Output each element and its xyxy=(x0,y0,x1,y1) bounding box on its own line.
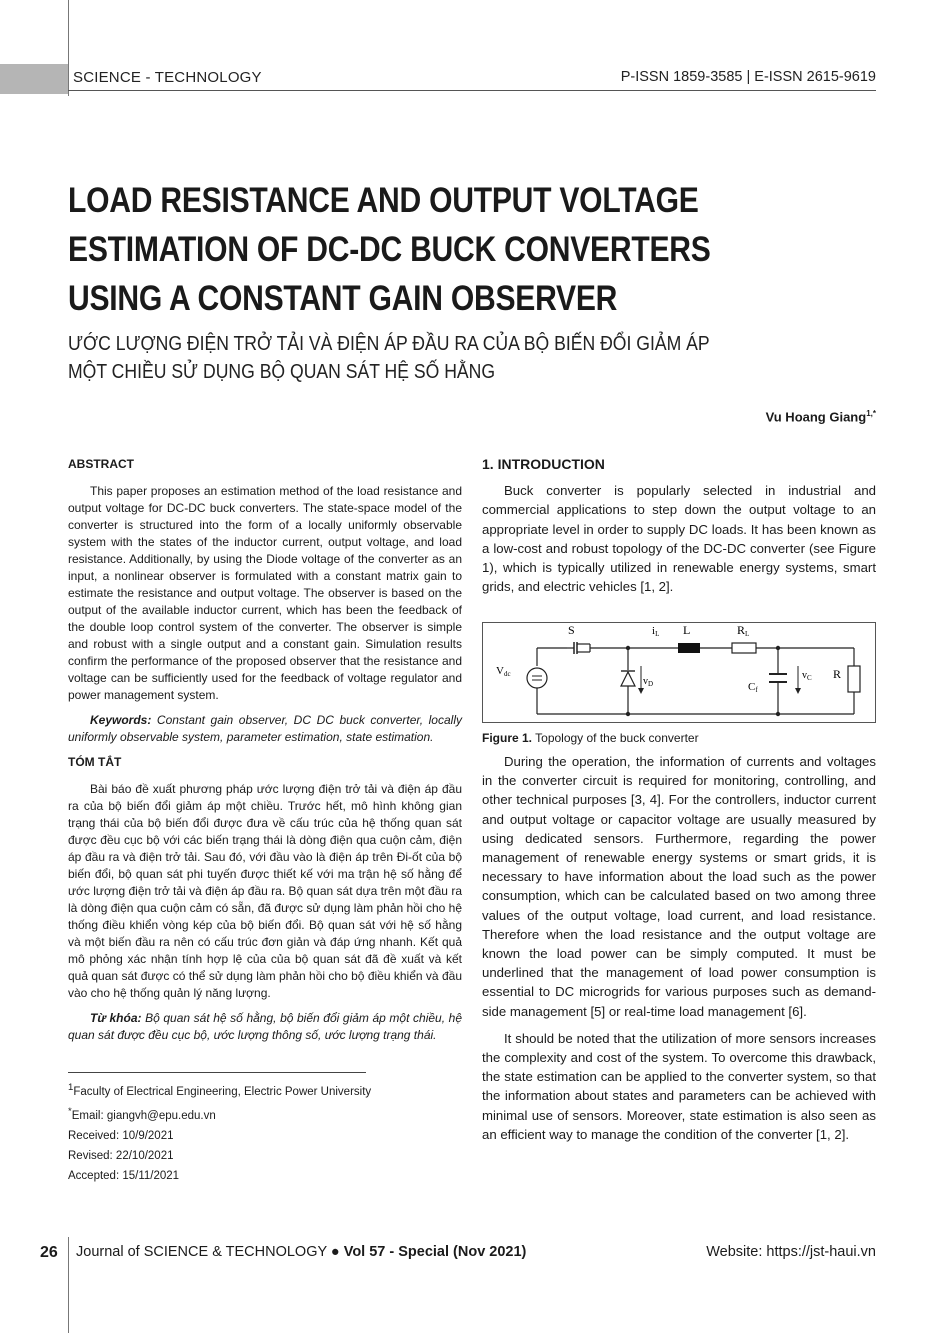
footnote-accepted: Accepted: 15/11/2021 xyxy=(68,1169,180,1182)
abstract-heading: ABSTRACT xyxy=(68,457,134,471)
label-vc: $v_C$ xyxy=(802,670,812,682)
resistor-rl-symbol xyxy=(732,643,756,653)
website: Website: https://jst-haui.vn xyxy=(706,1244,876,1260)
right-column-top xyxy=(482,455,876,604)
footnote-affiliation: $^1$Faculty of Electrical Engineering, Electric Power University xyxy=(68,1082,372,1098)
author-affiliation-mark: 1,* xyxy=(866,409,876,418)
tukhoa-text: Bộ quan sát hệ số hằng, bộ biến đổi giảm áp một chiều, hệ quan sát được đều cục bộ, ước lượng thông số, ước lượng trạng thái. xyxy=(68,1011,462,1042)
paper-subtitle-vn: ƯỚC LƯỢNG ĐIỆN TRỞ TẢI VÀ ĐIỆN ÁP ĐẦU RA CỦA BỘ BIẾN ĐỔI GIẢM ÁP MỘT CHIỀU SỬ DỤNG BỘ QUAN SÁT HỆ SỐ HẰNG xyxy=(68,333,710,383)
intro-paragraph-1: Buck converter is popularly selected in industrial and commercial applications to step down the output voltage to an appropriate level in order to supply DC loads. It has been known as a low-cost and robust topology of the DC-DC converter (see Figure 1), which is typically utilized in renewable energy systems, smart grids, and electric vehicles [1, 2]. xyxy=(482,483,876,595)
keywords-text: Constant gain observer, DC DC buck converter, locally uniformly observable system, parameter estimation, state estimation. xyxy=(68,713,462,744)
switch-symbol xyxy=(567,642,590,654)
label-s: S xyxy=(568,623,575,637)
label-vd: $v_D$ xyxy=(643,676,654,688)
journal-info xyxy=(76,1244,526,1260)
header-rule xyxy=(68,90,876,91)
footnote-received: Received: 10/9/2021 xyxy=(68,1129,174,1142)
footnotes xyxy=(68,1078,371,1186)
load-resistor-symbol xyxy=(848,666,860,692)
header-band xyxy=(0,64,68,94)
left-column xyxy=(68,456,462,1052)
bullet: ● xyxy=(330,1244,340,1260)
page-number: 26 xyxy=(40,1244,58,1261)
header-divider-vertical xyxy=(68,0,69,96)
diode-symbol xyxy=(621,671,635,686)
inductor-symbol xyxy=(678,643,700,653)
label-il: iL xyxy=(652,625,660,638)
buck-converter-circuit xyxy=(482,622,876,723)
footnote-revised: Revised: 22/10/2021 xyxy=(68,1149,174,1162)
label-r: R xyxy=(833,667,842,681)
journal-issue: Vol 57 - Special (Nov 2021) xyxy=(343,1244,527,1260)
tomtat-heading: TÓM TẮT xyxy=(68,755,122,769)
tukhoa xyxy=(68,1010,462,1044)
label-vdc: Vdc xyxy=(496,665,511,678)
intro-heading: 1. INTRODUCTION xyxy=(482,456,605,472)
section-label: SCIENCE - TECHNOLOGY xyxy=(73,69,262,86)
footnote-email: *Email: giangvh@epu.edu.vn xyxy=(68,1105,216,1122)
dc-source-symbol xyxy=(527,668,547,688)
issn: P-ISSN 1859-3585 | E-ISSN 2615-9619 xyxy=(620,69,876,85)
footnote-rule xyxy=(68,1072,366,1073)
figure-1 xyxy=(482,622,876,723)
paper-title: LOAD RESISTANCE AND OUTPUT VOLTAGE ESTIMATION OF DC-DC BUCK CONVERTERS USING A CONSTANT GAIN OBSERVER xyxy=(68,181,711,318)
tukhoa-label: Từ khóa: xyxy=(90,1011,142,1025)
label-l: L xyxy=(683,623,691,637)
label-cf: Cf xyxy=(748,681,758,694)
intro-paragraph-3: It should be noted that the utilization of more sensors increases the complexity and cost of the system. To overcome this drawback, the state estimation can be applied to the converter system, so that the information about states and parameters can be achieved with minimal use of sensors. Moreover, state estimation is also seen as an efficient way to manage the condition of the converter [1, 2]. xyxy=(482,1030,876,1142)
journal-name: Journal of SCIENCE & TECHNOLOGY xyxy=(76,1244,327,1260)
keywords xyxy=(68,712,462,746)
label-rl: RL xyxy=(737,623,750,638)
figure-caption: Figure 1. Topology of the buck converter xyxy=(482,731,699,745)
author-name: Vu Hoang Giang xyxy=(765,409,867,425)
abstract-text: This paper proposes an estimation method of the load resistance and output voltage for DC-DC buck converters. The state-space model of the converter is structured into the form of a locally uniformly observable system with the states of the inductor current, output voltage, and load resistance. Additionally, by using the Diode voltage of the converter as an input, a nonlinear observer is formulated with a constant matrix gain to estimate the resistance and output voltage. The observer is based on the output of the available inductor current, which has been the feedback of the double loop control system of the converter. The observer is simple and robust with a single output and a constant gain. Simulation results confirm the performance of the proposed observer that the resistance and voltage can be sufficiently used for the feedback of voltage regulator and power management system. xyxy=(68,484,462,702)
intro-paragraph-2: During the operation, the information of currents and voltages in the converter circuit is required for monitoring, controlling, and other technical purposes [3, 4]. For the controllers, inductor current and output voltage or capacitor voltage are usually measured by using dedicated sensors. Furthermore, regarding the power management of renewable energy systems or smart grids, it is necessary to have information about the load such as the power consumption, which can be calculated based on two among three values of the output voltage, load current, and load resistance. Therefore when the load resistance and the output voltage are known the load power can be simply computed. It must be underlined that the management of load power consumption is essential to DC microgrids for various purposes such as demand-side management [5] or real-time load management [6]. xyxy=(482,754,876,1019)
tomtat-text: Bài báo đề xuất phương pháp ước lượng điện trở tải và điện áp đầu ra của bộ biến đổi giảm áp một chiều. Trước hết, mô hình không gian trạng thái của bộ biến đổi được đưa về cấu trúc của hệ thống quan sát được đều cục bộ với các biến trạng thái là dòng điện qua cuộn cảm, điện áp đầu ra và điện trở tải. Sau đó, với đầu vào là điện áp trên Đi-ốt của bộ biến đổi, bộ quan sát phi tuyến được thiết kế với ma trận hệ số hằng để ước lượng điện trở tải và điện áp đầu ra. Bộ quan sát dựa trên một đầu ra là dòng điện qua cuộn cảm có sẵn, đã được sử dụng làm phản hồi cho hệ thống điều khiển vòng kép của bộ biến đổi. Bộ quan sát với hệ số hằng và một biến đầu ra nên có cấu trúc đơn giản và đáp ứng nhanh. Kết quả mô phỏng xác nhận tính hợp lệ của của bộ quan sát đã đề xuất và kết quả quan sát được có thể sử dụng làm phản hồi cho bộ điều khiển và đầu vào cho hệ thống quản lý năng lượng. xyxy=(68,782,462,1000)
right-column-bottom xyxy=(482,752,876,1152)
capacitor-symbol xyxy=(769,674,787,682)
footer-divider-vertical xyxy=(68,1237,69,1333)
author xyxy=(766,409,876,424)
keywords-label: Keywords: xyxy=(90,713,152,727)
